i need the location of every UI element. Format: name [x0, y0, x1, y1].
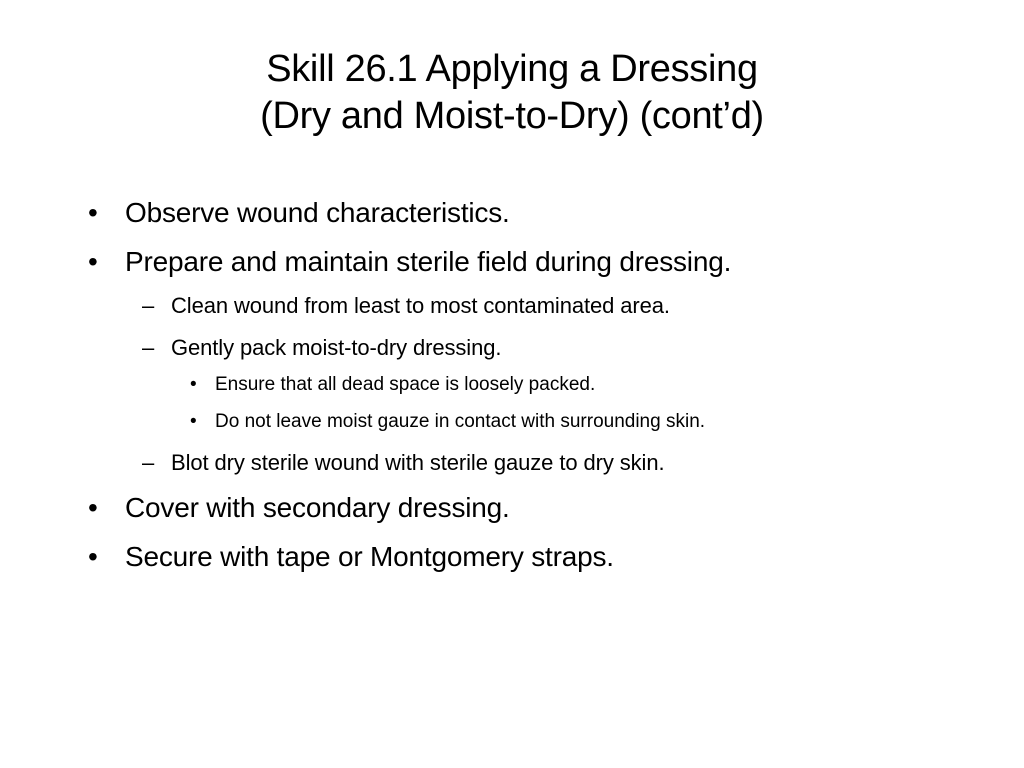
sub-bullet-text: Clean wound from least to most contaminated area. [171, 293, 670, 318]
bullet-marker: • [88, 246, 98, 277]
bullet-marker: • [88, 541, 98, 572]
dash-marker: – [142, 450, 155, 475]
sub-bullet-item [142, 292, 670, 320]
sub-bullet-text: Blot dry sterile wound with sterile gauze to dry skin. [171, 450, 665, 475]
bullet-item [88, 245, 732, 279]
bullet-item [88, 540, 614, 574]
bullet-marker: • [190, 374, 197, 395]
sub-bullet-item [142, 334, 502, 362]
sub-sub-bullet-item [190, 410, 706, 434]
bullet-text: Prepare and maintain sterile field during dressing. [125, 246, 732, 277]
dash-marker: – [142, 335, 155, 360]
sub-sub-bullet-text: Do not leave moist gauze in contact with surrounding skin. [215, 411, 706, 432]
bullet-item [88, 491, 510, 525]
bullet-text: Observe wound characteristics. [125, 197, 510, 228]
bullet-marker: • [190, 411, 197, 432]
dash-marker: – [142, 293, 155, 318]
title-line-1: Skill 26.1 Applying a Dressing [266, 48, 758, 90]
bullet-text: Cover with secondary dressing. [125, 492, 510, 523]
title-line-2: (Dry and Moist-to-Dry) (cont’d) [260, 95, 764, 137]
sub-bullet-item [142, 449, 665, 477]
bullet-marker: • [88, 492, 98, 523]
bullet-marker: • [88, 197, 98, 228]
bullet-text: Secure with tape or Montgomery straps. [125, 541, 614, 572]
bullet-item [88, 196, 510, 230]
sub-sub-bullet-text: Ensure that all dead space is loosely packed. [215, 374, 596, 395]
sub-sub-bullet-item [190, 373, 596, 397]
sub-bullet-text: Gently pack moist-to-dry dressing. [171, 335, 502, 360]
